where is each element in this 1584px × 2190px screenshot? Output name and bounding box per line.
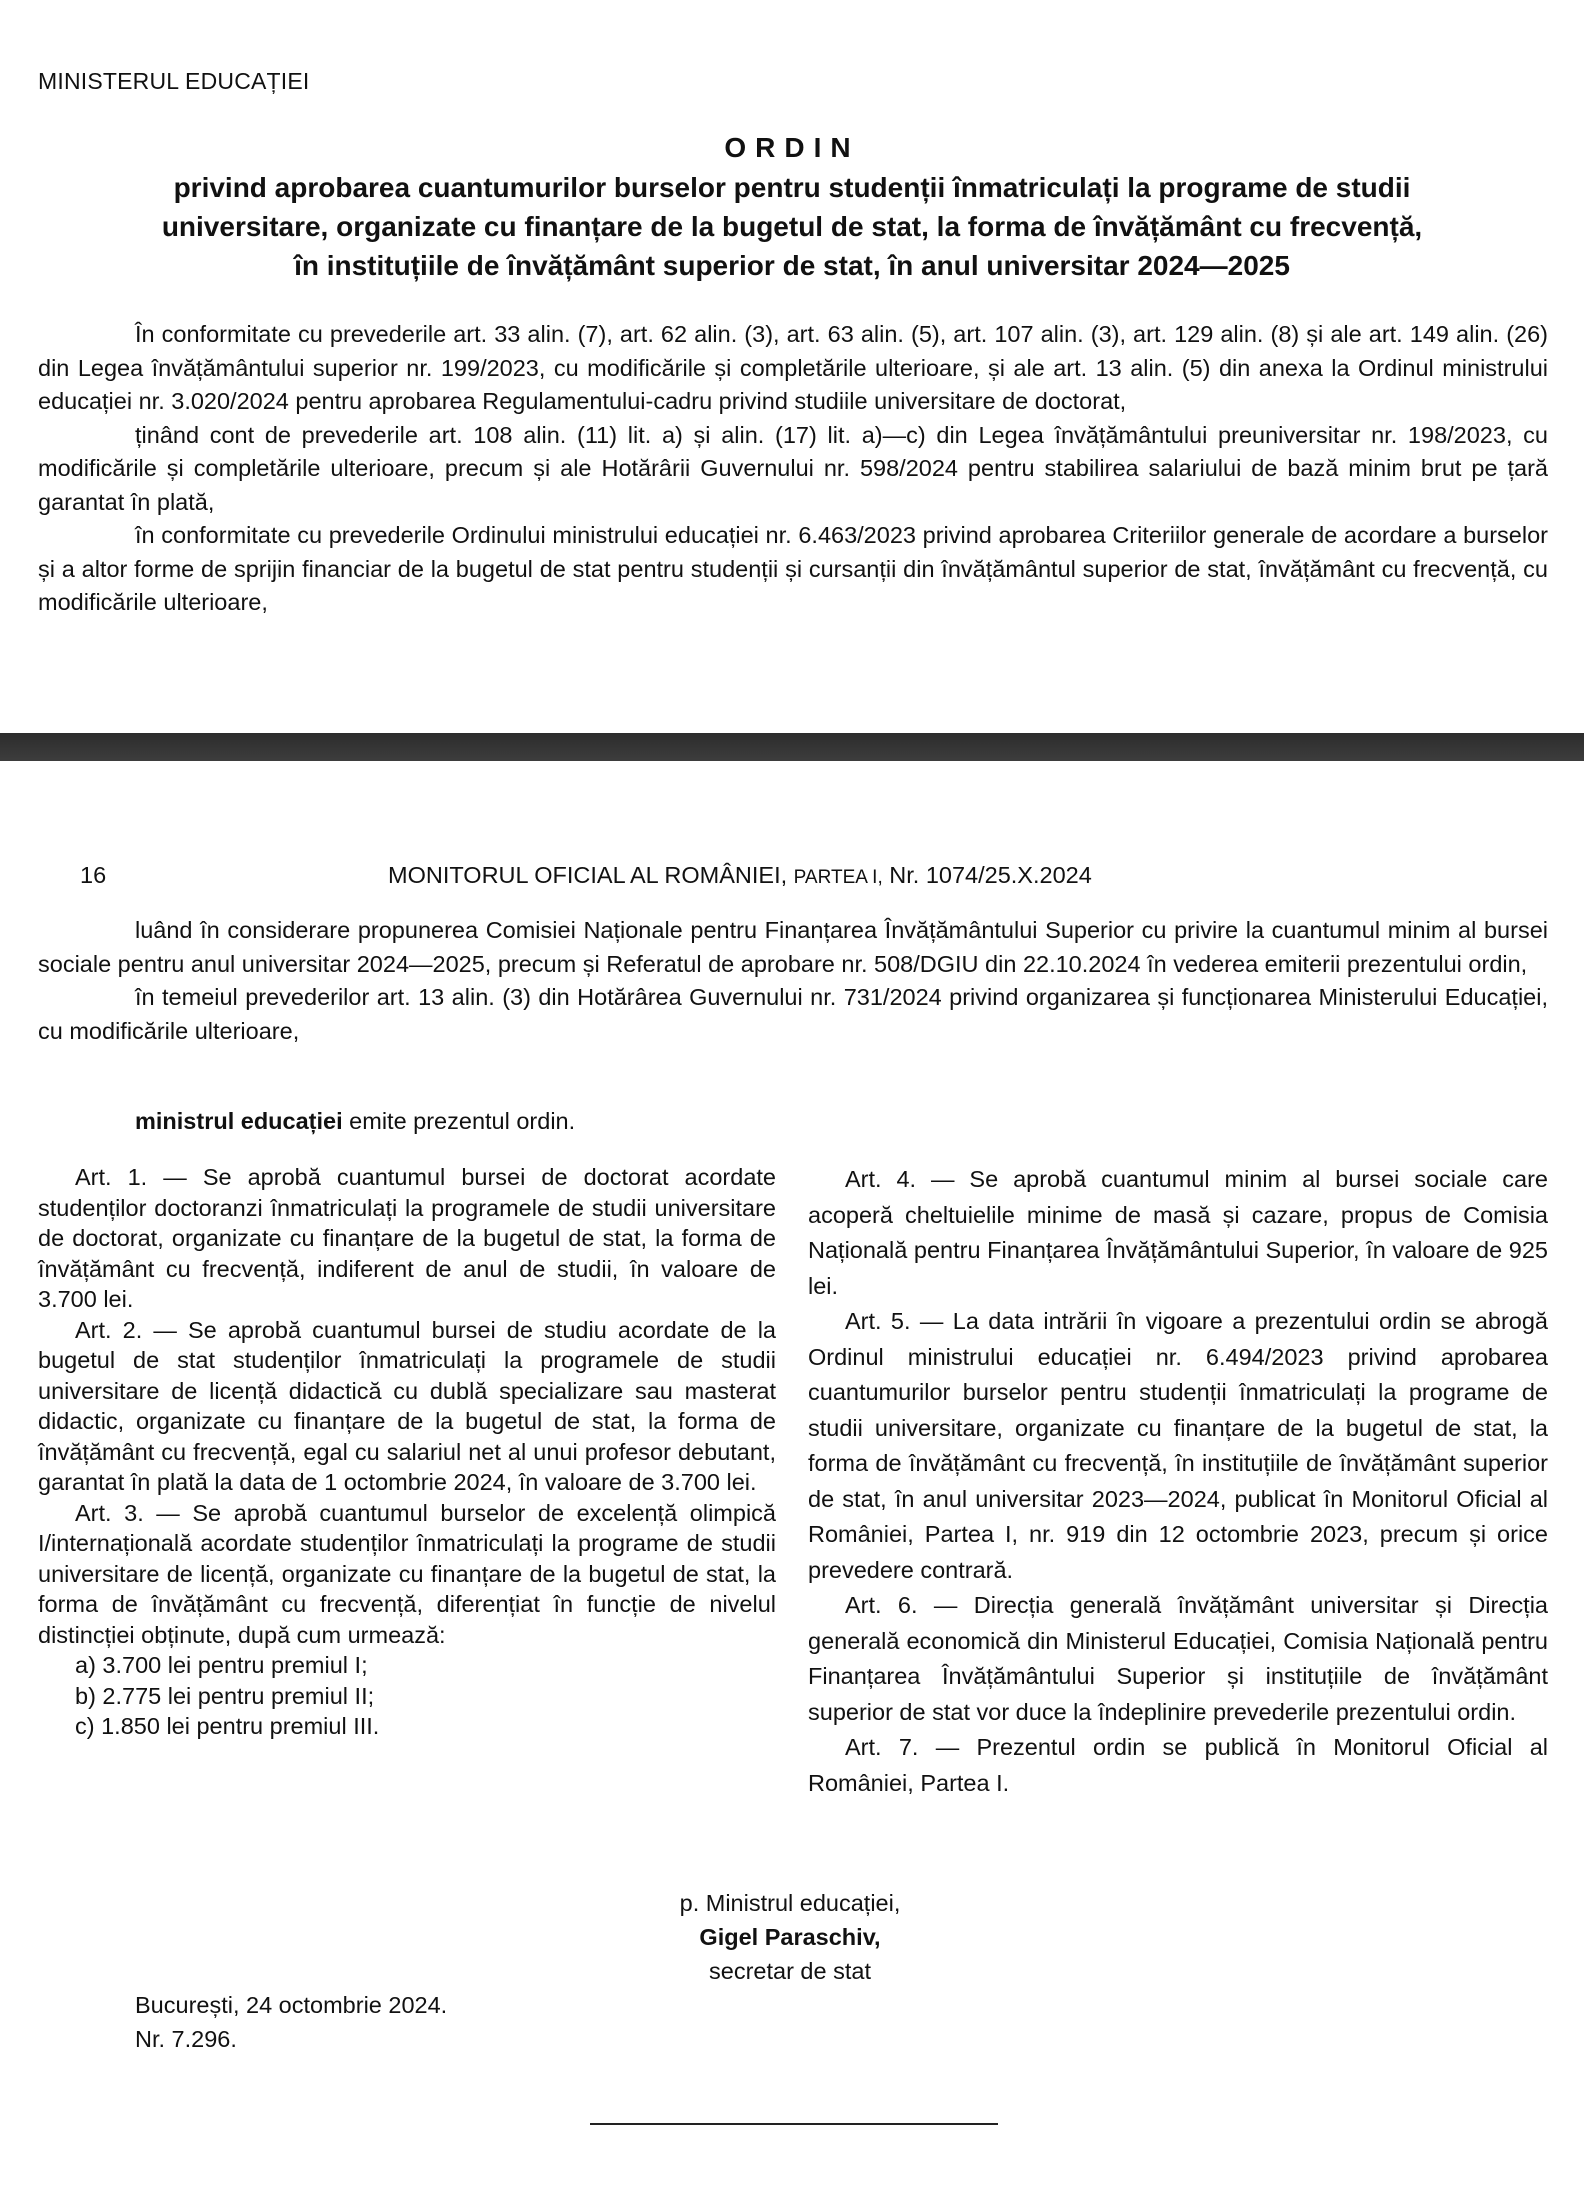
article-3-item: b) 2.775 lei pentru premiul II;	[75, 1682, 375, 1709]
place-and-date	[135, 1988, 447, 2056]
order-title-block	[40, 132, 1544, 285]
end-rule	[590, 2123, 998, 2125]
publication-issue: Nr. 1074/25.X.2024	[889, 862, 1092, 888]
article-2: Art. 2. — Se aprobă cuantumul bursei de studiu acordate de la bugetul de stat studenților înmatriculați la programele de studii universitare de licență didactică cu dublă specializare sau masterat didactic, organizate cu finanțare de la bugetul de stat, la forma de învățământ cu frecvență, egal cu salariul net al unui profesor debutant, garantat în plată la data de 1 octombrie 2024, în valoare de 3.700 lei.	[38, 1316, 776, 1495]
article-4: Art. 4. — Se aprobă cuantumul minim al bursei sociale care acoperă cheltuielile minime de masă și cazare, propus de Comisia Națională pentru Finanțarea Învățământului Superior, în valoare de 925 lei.	[808, 1166, 1548, 1299]
preamble-paragraph: în temeiul prevederilor art. 13 alin. (3) din Hotărârea Guvernului nr. 731/2024 privind organizarea și funcționarea Ministerului Educației, cu modificările ulterioare,	[38, 984, 1548, 1044]
page-header	[0, 862, 1584, 898]
signature-title: p. Ministrul educației,	[679, 1890, 901, 1916]
order-subtitle-line-2: universitare, organizate cu finanțare de la bugetul de stat, la forma de învățământ cu frecvență,	[161, 211, 1423, 242]
preamble-paragraph: ținând cont de prevederile art. 108 alin. (11) lit. a) și alin. (17) lit. a)—c) din Legea învățământului preuniversitar nr. 198/2023, cu modificările și completările ulterioare, precum și ale Hotărârii Guvernului nr. 598/2024 pentru stabilirea salariului de bază minim brut pe țară garantat în plată,	[38, 421, 1548, 515]
publication-part: PARTEA I,	[793, 867, 883, 888]
preamble-paragraph: în conformitate cu prevederile Ordinului ministrului educației nr. 6.463/2023 privind aprobarea Criteriilor generale de acordare a burselor și a altor forme de sprijin financiar de la bugetul de stat pentru studenții și cursanții din învățământul superior de stat, învățământ cu frecvență, cu modificările ulterioare,	[38, 522, 1548, 615]
articles-left-column	[38, 1162, 776, 1742]
preamble-paragraph: luând în considerare propunerea Comisiei Naționale pentru Finanțarea Învățământului Superior cu privire la cuantumul minim al bursei sociale pentru anul universitar 2024—2025, precum și Referatul de aprobare nr. 508/DGIU din 22.10.2024 în vederea emiterii prezentului ordin,	[38, 917, 1548, 977]
order-subtitle-line-1: privind aprobarea cuantumurilor burselor pentru studenții înmatriculați la programe de studii	[173, 172, 1411, 203]
articles-right-column	[808, 1162, 1548, 1801]
signatory-name: Gigel Paraschiv,	[699, 1924, 881, 1950]
signature-block	[560, 1886, 1020, 1988]
issuing-authority: ministrul educației	[135, 1108, 343, 1134]
article-3-item: a) 3.700 lei pentru premiul I;	[75, 1652, 368, 1678]
ministry-name: MINISTERUL EDUCAȚIEI	[38, 68, 310, 94]
article-3-item: c) 1.850 lei pentru premiul III.	[75, 1713, 380, 1739]
page-separator-bar	[0, 733, 1584, 761]
place-date: București, 24 octombrie 2024.	[135, 1992, 448, 2018]
article-1: Art. 1. — Se aprobă cuantumul bursei de doctorat acordate studenților doctoranzi înmatriculați la programele de studii universitare de doctorat, organizate cu finanțare de la bugetul de stat, la forma de învățământ cu frecvență, indiferent de anul de studii, în valoare de 3.700 lei.	[38, 1164, 776, 1312]
issuing-statement-text: emite prezentul ordin.	[342, 1108, 576, 1134]
issuing-statement	[135, 1108, 575, 1135]
preamble-paragraph: În conformitate cu prevederile art. 33 alin. (7), art. 62 alin. (3), art. 63 alin. (5), art. 107 alin. (3), art. 129 alin. (8) și ale art. 149 alin. (26) din Legea învățământului superior nr. 199/2023, cu modificările și completările ulterioare, și ale art. 13 alin. (5) din anexa la Ordinul ministrului educației nr. 3.020/2024 pentru aprobarea Regulamentului-cadru privind studiile universitare de doctorat,	[38, 321, 1548, 414]
page-number: 16	[80, 862, 107, 888]
order-subtitle-line-3: în instituțiile de învățământ superior de stat, în anul universitar 2024—2025	[294, 250, 1290, 281]
preamble-continued	[38, 914, 1548, 1048]
publication-name: MONITORUL OFICIAL AL ROMÂNIEI,	[388, 862, 788, 888]
article-6: Art. 6. — Direcția generală învățământ universitar și Direcția generală economică din Ministerul Educației, Comisia Națională pentru Finanțarea Învățământului Superior și instituțiile de învățământ superior de stat vor duce la îndeplinire prevederile prezentului ordin.	[808, 1592, 1548, 1725]
publication-header	[388, 862, 1092, 889]
order-heading: ORDIN	[724, 132, 860, 163]
article-7: Art. 7. — Prezentul ordin se publică în Monitorul Oficial al României, Partea I.	[808, 1734, 1548, 1796]
article-3: Art. 3. — Se aprobă cuantumul burselor de excelență olimpică I/internațională acordate studenților înmatriculați la programe de studii universitare de licență, organizate cu finanțare de la bugetul de stat, la forma de învățământ cu frecvență, diferențiat în funcție de nivelul distincției obținute, după cum urmează:	[38, 1499, 776, 1648]
preamble	[38, 318, 1548, 620]
article-5: Art. 5. — La data intrării în vigoare a prezentului ordin se abrogă Ordinul ministrului educației nr. 6.494/2023 privind aprobarea cuantumurilor burselor pentru studenții înmatriculați la programe de studii universitare, organizate cu finanțare de la bugetul de stat, la forma de învățământ cu frecvență, în instituțiile de învățământ superior de stat, în anul universitar 2023—2024, publicat în Monitorul Oficial al României, Partea I, nr. 919 din 12 octombrie 2023, precum și orice prevedere contrară.	[808, 1308, 1548, 1583]
signatory-role: secretar de stat	[709, 1958, 871, 1984]
order-number: Nr. 7.296.	[135, 2026, 237, 2052]
